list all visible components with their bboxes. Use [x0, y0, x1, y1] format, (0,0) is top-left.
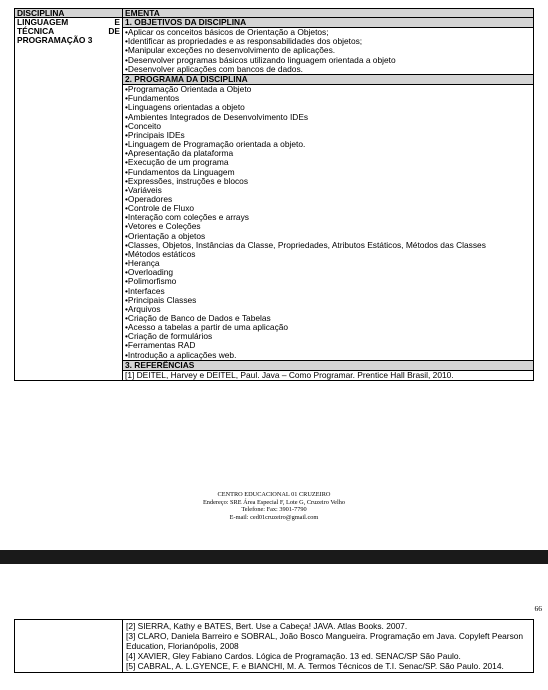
- list-item: •Linguagem de Programação orientada a objeto.: [125, 139, 306, 150]
- discipline-word: TÉCNICA: [17, 26, 55, 37]
- reference-item: [4] XAVIER, Gley Fabiano Cardos. Lógica de Programação. 13 ed. SENAC/SP São Paulo.: [126, 651, 461, 661]
- list-item: •Métodos estáticos: [125, 248, 196, 259]
- reference-item: [2] SIERRA, Kathy e BATES, Bert. Use a Cabeça! JAVA. Atlas Books. 2007.: [126, 621, 408, 631]
- list-item: •Criação de formulários: [125, 331, 213, 342]
- page-number: 66: [534, 604, 542, 613]
- discipline-name-cell: [15, 18, 123, 381]
- objectives-list: [123, 28, 534, 75]
- references-list: [123, 620, 534, 673]
- page-separator: [0, 550, 548, 564]
- list-item: •Ferramentas RAD: [125, 340, 196, 351]
- reference-item: [1] DEITEL, Harvey e DEITEL, Paul. Java – Como Programar. Prentice Hall Brasil, 2010.: [125, 369, 454, 380]
- list-item: •Vetores e Coleções: [125, 221, 201, 232]
- list-item: •Orientação a objetos: [125, 230, 206, 241]
- empty-discipline-cell: [15, 620, 123, 673]
- list-item: •Fundamentos da Linguagem: [125, 166, 235, 177]
- list-item: •Programação Orientada a Objeto: [125, 84, 252, 95]
- discipline-word: DE: [108, 26, 120, 37]
- list-item: •Polimorfismo: [125, 276, 177, 287]
- page-footer: [0, 491, 548, 521]
- list-item: •Principais IDEs: [125, 129, 185, 140]
- list-item: •Apresentação da plataforma: [125, 148, 234, 159]
- list-item: •Manipular exceções no desenvolvimento de aplicações.: [125, 45, 336, 56]
- list-item: •Operadores: [125, 193, 173, 204]
- reference-item: [3] CLARO, Daniela Barreiro e SOBRAL, João Bosco Mangueira. Programação em Java. Copyleft Pearson Education, Florianópolis, 2008: [126, 631, 524, 651]
- footer-phone: Telefone: Fax: 3901-7790: [241, 506, 307, 514]
- list-item: •Controle de Fluxo: [125, 203, 195, 214]
- list-item: •Interfaces: [125, 285, 165, 296]
- list-item: •Identificar as propriedades e as responsabilidades dos objetos;: [125, 36, 363, 47]
- header-disciplina: DISCIPLINA: [15, 9, 123, 18]
- list-item: •Principais Classes: [125, 294, 197, 305]
- list-item: •Desenvolver aplicações com bancos de dados.: [125, 63, 303, 74]
- continuation-row: [15, 620, 534, 673]
- discipline-word: LINGUAGEM: [17, 17, 69, 27]
- section-title-references: 3. REFERÊNCIAS: [123, 360, 534, 370]
- list-item: •Conceito: [125, 120, 161, 131]
- list-item: •Herança: [125, 258, 160, 269]
- list-item: •Desenvolver programas básicos utilizando linguagem orientada a objeto: [125, 54, 396, 65]
- header-ementa: EMENTA: [123, 9, 534, 18]
- program-list: [123, 85, 534, 361]
- list-item: •Linguagens orientadas a objeto: [125, 102, 245, 113]
- list-item: •Expressões, instruções e blocos: [125, 175, 249, 186]
- list-item: •Fundamentos: [125, 93, 180, 104]
- curriculum-table: [14, 8, 534, 381]
- list-item: •Variáveis: [125, 184, 162, 195]
- section-title-program: 2. PROGRAMA DA DISCIPLINA: [123, 74, 534, 84]
- list-item: •Acesso a tabelas a partir de uma aplicação: [125, 322, 289, 333]
- list-item: •Overloading: [125, 267, 174, 278]
- list-item: •Aplicar os conceitos básicos de Orientação a Objetos;: [125, 27, 329, 38]
- references-list: [123, 370, 534, 380]
- list-item: •Execução de um programa: [125, 157, 229, 168]
- discipline-word: PROGRAMAÇÃO 3: [17, 35, 93, 46]
- continuation-table: [14, 619, 534, 673]
- list-item: •Introdução a aplicações web.: [125, 349, 237, 360]
- list-item: •Criação de Banco de Dados e Tabelas: [125, 313, 271, 323]
- list-item: •Classes, Objetos, Instâncias da Classe, Propriedades, Atributos Estáticos, Métodos das Classes: [125, 239, 486, 250]
- list-item: •Arquivos: [125, 303, 161, 314]
- footer-address: Endereço: SRE Área Especial F, Lote G, Cruzeiro Velho: [202, 498, 346, 506]
- footer-email: E-mail: ced01cruzeiro@gmail.com: [229, 513, 319, 521]
- objectives-title-row: [15, 18, 534, 28]
- discipline-word: E: [114, 17, 120, 27]
- list-item: •Interação com coleções e arrays: [125, 212, 249, 223]
- footer-institution: CENTRO EDUCACIONAL 01 CRUZEIRO: [217, 491, 331, 498]
- table-header-row: [15, 9, 534, 18]
- section-title-objectives: 1. OBJETIVOS DA DISCIPLINA: [123, 18, 534, 28]
- list-item: •Ambientes Integrados de Desenvolvimento IDEs: [125, 111, 309, 122]
- reference-item: [5] CABRAL, A. L.GYENCE, F. e BIANCHI, M. A. Termos Técnicos de T.I. Senac/SP. São Paulo. 2014.: [126, 661, 504, 671]
